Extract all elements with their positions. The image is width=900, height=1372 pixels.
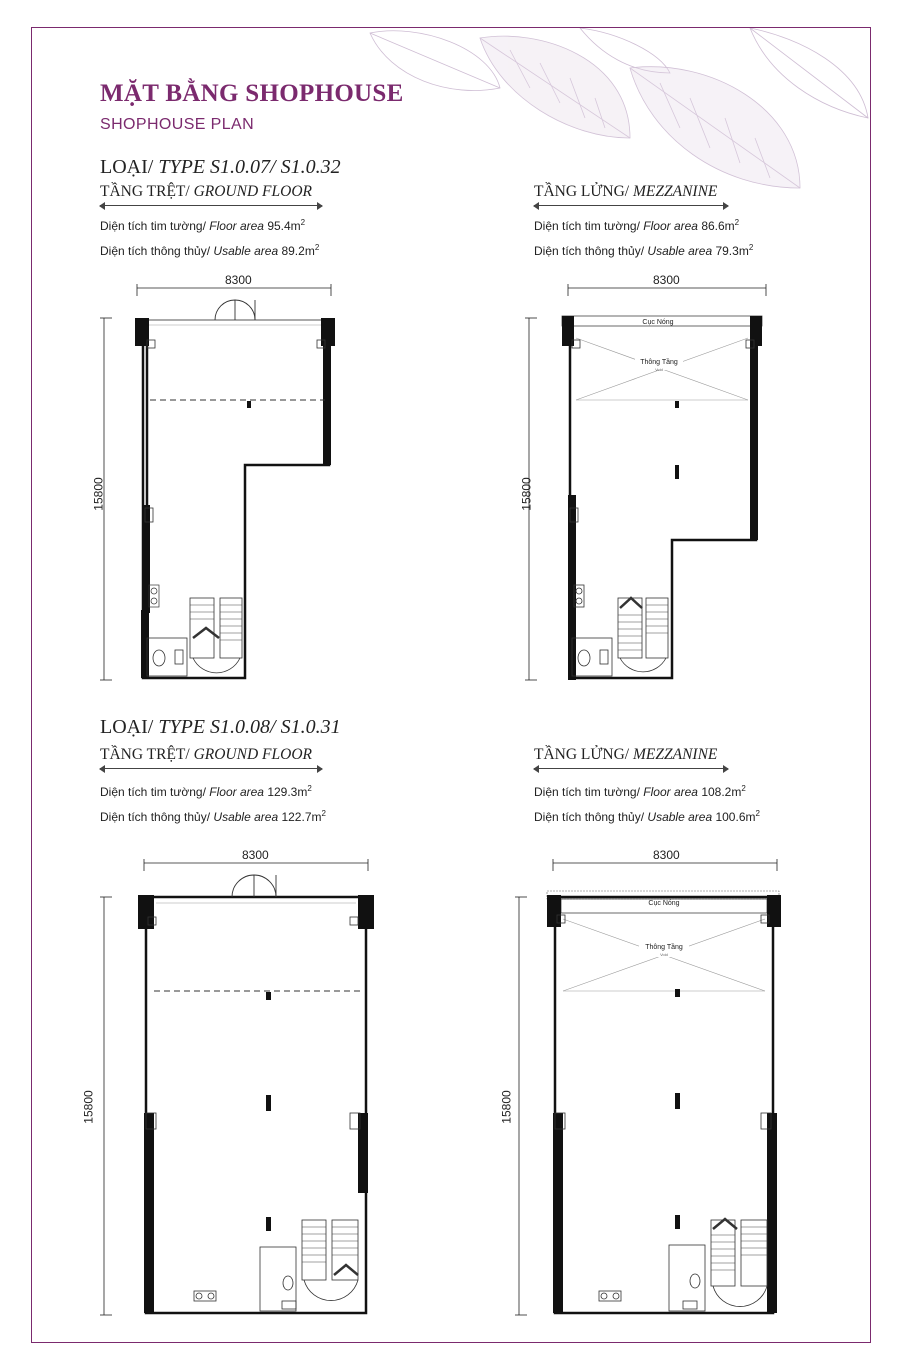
depth-dimension: 15800 bbox=[519, 477, 534, 511]
floor-label-vi: TẦNG TRỆT/ bbox=[100, 746, 190, 763]
ac-label: Cục Nóng bbox=[642, 319, 674, 326]
unit-sup: 2 bbox=[314, 243, 320, 252]
ground-floor-plan-2 bbox=[90, 855, 390, 1325]
page-title: MẶT BẰNG SHOPHOUSE bbox=[100, 80, 404, 107]
floor-area-label: Diện tích tim tường/ bbox=[100, 219, 210, 233]
mezzanine-heading-2 bbox=[534, 746, 728, 764]
ground-floor-heading-2 bbox=[100, 746, 322, 764]
void-label: Thông Tầng bbox=[640, 359, 678, 366]
mezzanine-area-2 bbox=[534, 778, 760, 828]
usable-area-label: Diện tích thông thủy/ bbox=[534, 244, 648, 258]
width-dimension: 8300 bbox=[242, 848, 269, 862]
unit-sup: 2 bbox=[734, 218, 740, 227]
type-code: TYPE S1.0.07/ S1.0.32 bbox=[153, 156, 341, 178]
void-sublabel: Void bbox=[655, 367, 663, 372]
usable-area-en: Usable area bbox=[213, 810, 279, 824]
floor-area-value: 108.2m bbox=[697, 785, 742, 799]
floor-label-en: MEZZANINE bbox=[629, 183, 718, 200]
floor-area-en: Floor area bbox=[643, 219, 698, 233]
type-heading-2 bbox=[100, 716, 341, 739]
depth-dimension: 15800 bbox=[91, 477, 106, 511]
ground-area-1 bbox=[100, 212, 319, 262]
mezzanine-plan-2 bbox=[505, 855, 795, 1325]
usable-area-en: Usable area bbox=[647, 244, 713, 258]
usable-area-value: 79.3m bbox=[712, 244, 749, 258]
type-prefix: LOẠI/ bbox=[100, 156, 154, 178]
unit-sup: 2 bbox=[321, 809, 326, 818]
underline-arrow bbox=[534, 205, 728, 206]
usable-area-row bbox=[534, 803, 760, 828]
unit-sup: 2 bbox=[748, 243, 754, 252]
usable-area-row bbox=[100, 237, 319, 262]
mezzanine-area-1 bbox=[534, 212, 753, 262]
underline-arrow bbox=[100, 205, 322, 206]
void-label: Thông Tầng bbox=[645, 944, 683, 951]
ac-label: Cục Nóng bbox=[648, 900, 680, 907]
type-code: TYPE S1.0.08/ S1.0.31 bbox=[153, 716, 341, 738]
usable-area-label: Diện tích thông thủy/ bbox=[100, 244, 214, 258]
unit-sup: 2 bbox=[755, 809, 760, 818]
depth-dimension: 15800 bbox=[499, 1090, 514, 1124]
floor-area-en: Floor area bbox=[209, 219, 264, 233]
width-dimension: 8300 bbox=[653, 273, 680, 287]
floor-area-en: Floor area bbox=[643, 785, 698, 799]
floor-label-vi: TẦNG LỬNG/ bbox=[534, 746, 630, 763]
type-prefix: LOẠI/ bbox=[100, 716, 154, 738]
floor-area-label: Diện tích tim tường/ bbox=[534, 219, 644, 233]
mezzanine-plan-1 bbox=[520, 280, 770, 690]
unit-sup: 2 bbox=[307, 784, 312, 793]
usable-area-value: 100.6m bbox=[712, 810, 756, 824]
floor-area-row bbox=[534, 212, 753, 237]
floor-label-en: MEZZANINE bbox=[629, 746, 718, 763]
floor-area-value: 95.4m bbox=[263, 219, 301, 233]
usable-area-label: Diện tích thông thủy/ bbox=[534, 810, 648, 824]
type-heading-1 bbox=[100, 156, 341, 179]
usable-area-label: Diện tích thông thủy/ bbox=[100, 810, 214, 824]
floor-area-row bbox=[534, 778, 760, 803]
ground-floor-heading-1 bbox=[100, 183, 322, 201]
usable-area-en: Usable area bbox=[213, 244, 279, 258]
floor-label-vi: TẦNG TRỆT/ bbox=[100, 183, 190, 200]
void-sublabel: Void bbox=[660, 952, 668, 957]
usable-area-value: 122.7m bbox=[278, 810, 322, 824]
width-dimension: 8300 bbox=[653, 848, 680, 862]
floor-label-en: GROUND FLOOR bbox=[189, 746, 312, 763]
floor-area-value: 86.6m bbox=[697, 219, 735, 233]
leaf-decoration bbox=[330, 28, 870, 198]
floor-area-value: 129.3m bbox=[263, 785, 308, 799]
width-dimension: 8300 bbox=[225, 273, 252, 287]
page-subtitle: SHOPHOUSE PLAN bbox=[100, 116, 255, 133]
unit-sup: 2 bbox=[741, 784, 746, 793]
usable-area-en: Usable area bbox=[647, 810, 713, 824]
floor-area-row bbox=[100, 778, 326, 803]
floor-area-en: Floor area bbox=[209, 785, 264, 799]
usable-area-value: 89.2m bbox=[278, 244, 315, 258]
usable-area-row bbox=[534, 237, 753, 262]
underline-arrow bbox=[534, 768, 728, 769]
floor-label-en: GROUND FLOOR bbox=[189, 183, 312, 200]
floor-label-vi: TẦNG LỬNG/ bbox=[534, 183, 630, 200]
floor-area-label: Diện tích tim tường/ bbox=[534, 785, 644, 799]
mezzanine-heading-1 bbox=[534, 183, 728, 201]
ground-area-2 bbox=[100, 778, 326, 828]
ground-floor-plan-1 bbox=[95, 280, 345, 690]
usable-area-row bbox=[100, 803, 326, 828]
underline-arrow bbox=[100, 768, 322, 769]
floor-area-label: Diện tích tim tường/ bbox=[100, 785, 210, 799]
depth-dimension: 15800 bbox=[81, 1090, 96, 1124]
unit-sup: 2 bbox=[300, 218, 306, 227]
floor-area-row bbox=[100, 212, 319, 237]
